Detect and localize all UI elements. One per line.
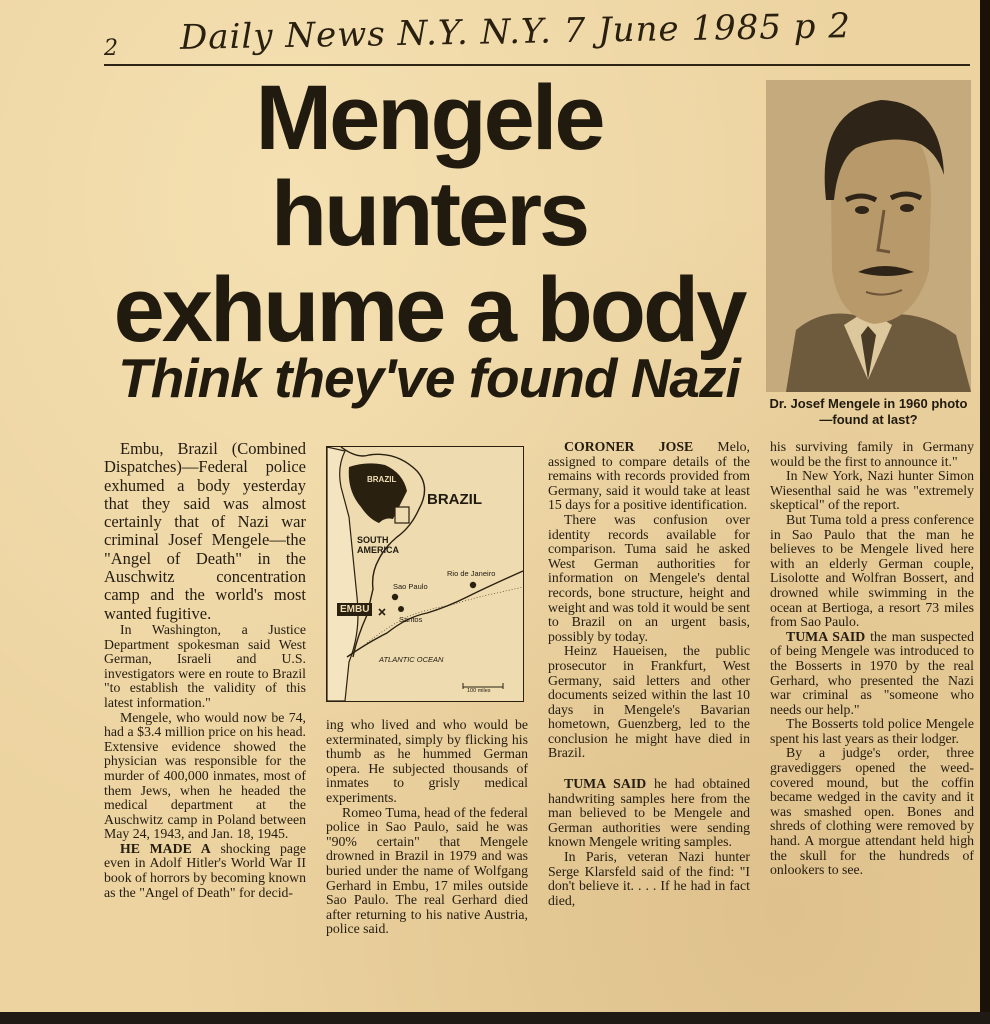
paragraph: HE MADE A shocking page even in Adolf Hitler's World War II book of horrors by becoming known as the "Angel of Death" for decid- (104, 840, 307, 900)
paragraph: Heinz Haueisen, the public prosecutor in Frankfurt, West Germany, said letters and other documents seized within the last 10 days in Mengele's Bavarian hometown, Guenzberg, led to the conclusion he might have died in Brazil. (548, 643, 750, 761)
kicker: TUMA SAID (786, 628, 866, 644)
top-rule (104, 64, 970, 66)
article-column-2 (326, 718, 528, 937)
map-scale-label: 100 miles (467, 688, 491, 694)
article-column-3 (548, 440, 750, 908)
paragraph: There was confusion over identity records available for comparison. Tuma said he asked West German authorities for information on Mengele's dental records, bone structure, height and weight and was told it would be sent to Brazil on an urgent basis, possibly by today. (548, 511, 750, 644)
paragraph: Romeo Tuma, head of the federal police in Sao Paulo, said he was "90% certain" that Mengele drowned in Brazil in 1979 and was buried under the name of Wolfgang Gerhard in Embu, 17 miles outside Sao Paulo. The real Gerhard died after returning to his native Austria, police said. (326, 804, 528, 937)
handwritten-note: Daily News N.Y. N.Y. 7 June 1985 p 2 (179, 6, 852, 58)
paragraph: Mengele, who would now be 74, had a $3.4 million price on his head. Extensive evidence showed the physician was responsible for the murder of 400,000 inmates, most of them Jews, when he headed the medical department at the Auschwitz camp in Poland between May 24, 1943, and Jan. 18, 1945. (104, 709, 306, 842)
map-title: BRAZIL (427, 491, 482, 508)
map-city-sao-paulo: Sao Paulo (393, 582, 428, 591)
paragraph: In Paris, veteran Nazi hunter Serge Klarsfeld said of the find: "I don't believe it. . . . If he had in fact died, (548, 849, 750, 908)
paragraph: But Tuma told a press conference in Sao Paulo that the man he believes to be Mengele lived here with an elderly German couple, Lisolotte and Wolfran Bossert, and drowned while swimming in the ocean at Bertioga, a resort 73 miles from Sao Paulo. (770, 511, 974, 630)
paragraph: In Washington, a Justice Department spokesman said West German, Israeli and U.S. investigators were en route to Brazil "to establish the validity of this latest information." (104, 621, 306, 710)
paragraph: TUMA SAID he had obtained handwriting samples here from the man believed to be Mengele and German authorities were sending known Mengele writing samples. (548, 776, 750, 850)
map-continent-label: SOUTH AMERICA (357, 535, 399, 555)
article-column-4 (770, 440, 974, 878)
kicker: TUMA SAID (564, 776, 647, 792)
portrait-illustration (766, 80, 971, 392)
paragraph: his surviving family in Germany would be the first to announce it." (770, 439, 974, 469)
map-city-rio: Rio de Janeiro (447, 569, 496, 578)
paragraph: The Bosserts told police Mengele spent his last years as their lodger. (770, 716, 974, 746)
map-ocean-label: ATLANTIC OCEAN (379, 655, 444, 664)
map-city-santos: Santos (399, 615, 423, 624)
headline (104, 67, 754, 361)
headline-line-1: Mengele hunters (255, 67, 603, 265)
paragraph: In New York, Nazi hunter Simon Wiesenthal said he was "extremely skeptical" of the report. (770, 468, 974, 513)
brazil-map (326, 446, 524, 702)
kicker: CORONER JOSE (564, 439, 694, 454)
paragraph: TUMA SAID the man suspected of being Mengele was introduced to the Bosserts in 1970 by the real Gerhard, who presented the Nazi war criminal as "someone who needs our help." (770, 628, 974, 717)
map-inset-label: BRAZIL (367, 475, 397, 484)
article-column-1 (104, 440, 306, 900)
map-marker-embu: EMBU (337, 603, 372, 616)
subheadline: Think they've found Nazi (118, 347, 740, 409)
lead-paragraph: Embu, Brazil (Combined Dispatches)—Federal police exhumed a body yesterday that they said was almost certainly that of Nazi war criminal Josef Mengele—the "Angel of Death" in the Auschwitz concentration camp and the world's most wanted fugitive. (104, 439, 306, 623)
kicker: HE MADE A (120, 840, 211, 856)
portrait-photo (766, 80, 971, 392)
paragraph: CORONER JOSE Melo, assigned to compare details of the remains with records provided from Germany, said it would take at least 15 days for a positive identification. (548, 439, 750, 513)
paragraph: By a judge's order, three gravediggers opened the weed-covered mound, but the coffin became wedged in the cavity and it was smashed open. Bones and shreds of clothing were removed by hand. A morgue attendant held high the skull for the hundreds of onlookers to see. (770, 745, 974, 878)
photo-caption: Dr. Josef Mengele in 1960 photo—found at last? (769, 396, 968, 427)
page-marker: 2 (104, 36, 118, 61)
backing-edge (0, 1012, 990, 1024)
paragraph: ing who lived and who would be exterminated, simply by flicking his thumb as he hummed German opera. He subjected thousands of inmates to grisly medical experiments. (326, 717, 528, 805)
headline-line-2: exhume a body (113, 259, 745, 361)
